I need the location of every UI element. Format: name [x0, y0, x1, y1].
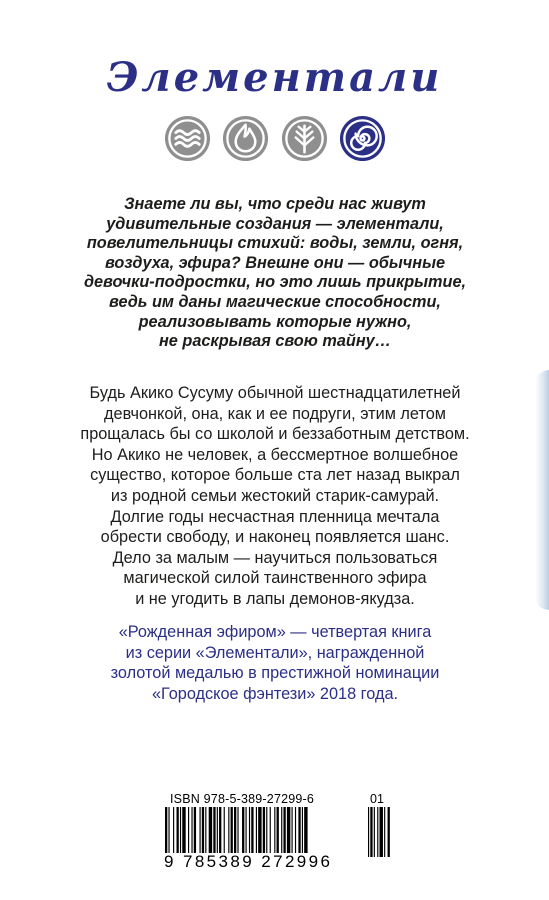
synopsis-line: существо, которое больше ста лет назад выкрал [90, 466, 460, 485]
earth-icon [280, 114, 329, 163]
synopsis-line: Будь Акико Сусуму обычной шестнадцатилетней [89, 384, 461, 402]
intro-line: реализовывать которые нужно, [138, 312, 412, 331]
barcode-bars [162, 807, 402, 857]
intro-line: воздуха, эфира? Внешне они — обычные [104, 253, 446, 272]
isbn-number: ISBN 978-5-389-27299-6 [170, 792, 315, 806]
intro-line: повелительницы стихий: воды, земли, огня, [86, 234, 464, 253]
intro-line: девочки-подростки, но это лишь прикрытие, [83, 273, 467, 292]
water-icon [163, 114, 212, 163]
synopsis-line: обрести свободу, и наконец появляется шанс. [100, 528, 450, 547]
synopsis-line: Дело за малым — научиться пользоваться [112, 548, 438, 567]
barcode-digits: 9 785389 272996 [164, 852, 333, 871]
synopsis-line: девчонкой, она, как и ее подруги, этим летом [104, 404, 446, 423]
synopsis-paragraph [60, 383, 490, 610]
award-line: золотой медалью в престижной номинации [110, 664, 440, 683]
synopsis-line: и не угодить в лапы демонов-якудза. [135, 589, 415, 608]
isbn-barcode [162, 790, 402, 872]
award-line: «Рожденная эфиром» — четвертая книга [118, 623, 432, 641]
intro-line: удивительные создания — элементали, [106, 214, 444, 233]
synopsis-line: прощалась бы со школой и беззаботным детством. [80, 425, 470, 444]
synopsis-line: магической силой таинственного эфира [123, 569, 427, 588]
intro-paragraph [60, 195, 490, 352]
cover-edge-illustration [535, 370, 549, 610]
barcode-addon: 01 [370, 792, 384, 806]
award-paragraph [60, 622, 490, 704]
element-icons [163, 114, 387, 164]
award-line: из серии «Элементали», награжденной [125, 643, 425, 662]
fire-icon [221, 114, 270, 163]
award-line: «Городское фэнтези» 2018 года. [151, 684, 399, 703]
series-title: Элементали [106, 54, 443, 101]
synopsis-line: Долгие годы несчастная пленница мечтала [110, 507, 440, 526]
intro-line: ведь им даны магические способности, [109, 292, 441, 311]
ether-icon [338, 114, 387, 163]
synopsis-line: из родной семьи жестокий старик-самурай. [110, 486, 440, 505]
synopsis-line: Но Акико не человек, а бессмертное волшебное [91, 445, 459, 464]
intro-line: не раскрывая свою тайну… [158, 332, 392, 351]
intro-line: Знаете ли вы, что среди нас живут [124, 195, 426, 213]
